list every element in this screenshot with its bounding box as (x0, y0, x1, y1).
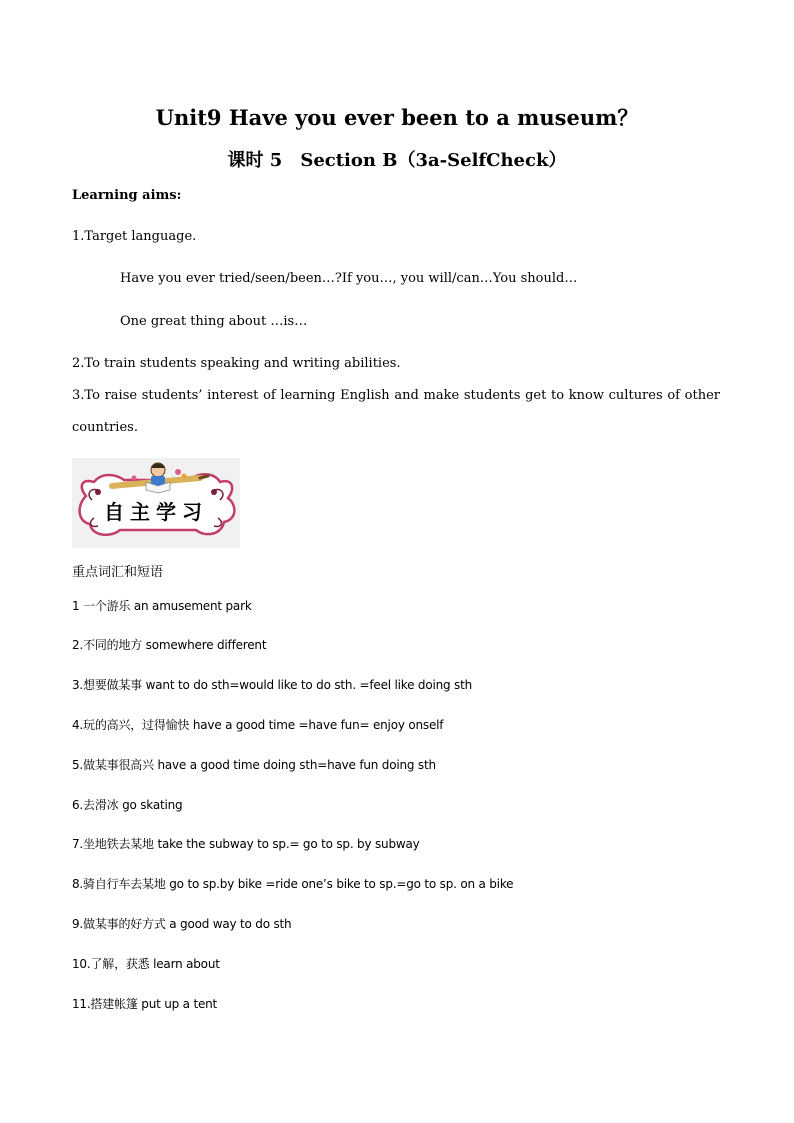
aim-item-1: 1.Target language. (72, 229, 197, 244)
key-vocabulary-heading: 重点词汇和短语 (72, 565, 164, 580)
lesson-subtitle: 课时 5 Section B（3a-SelfCheck） (227, 150, 567, 171)
self-study-banner (72, 458, 240, 548)
vocab-item: 3.想要做某事 want to do sth=would like to do sth. =feel like doing sth (72, 678, 473, 692)
banner-title: 自主学习 (104, 500, 208, 524)
aim-item-3-line-1: 3.To raise students’ interest of learning English and make students get to know cultures of other (72, 388, 720, 403)
aim-item-1-example-2: One great thing about …is… (120, 314, 308, 329)
vocab-item: 7.坐地铁去某地 take the subway to sp.= go to sp. by subway (72, 837, 420, 851)
vocab-item: 5.做某事很高兴 have a good time doing sth=have fun doing sth (72, 758, 436, 772)
vocab-item: 4.玩的高兴，过得愉快 have a good time =have fun= enjoy onself (72, 718, 444, 732)
aim-item-3-line-2: countries. (72, 420, 138, 435)
document-title: Unit9 Have you ever been to a museum？ (155, 105, 639, 130)
vocab-item: 10.了解，获悉 learn about (72, 957, 220, 971)
aim-item-1-example-1: Have you ever tried/seen/been…?If you…, you will/can…You should… (120, 271, 578, 286)
vocab-item: 2.不同的地方 somewhere different (72, 638, 267, 652)
vocab-item: 8.骑自行车去某地 go to sp.by bike =ride one’s bike to sp.=go to sp. on a bike (72, 877, 514, 891)
vocab-item: 11.搭建帐篷 put up a tent (72, 997, 218, 1011)
vocab-item: 9.做某事的好方式 a good way to do sth (72, 917, 292, 931)
vocab-item: 6.去滑冰 go skating (72, 798, 183, 812)
aim-item-2: 2.To train students speaking and writing abilities. (72, 356, 401, 371)
vocab-item: 1 一个游乐 an amusement park (72, 599, 252, 613)
learning-aims-label: Learning aims: (72, 188, 182, 203)
